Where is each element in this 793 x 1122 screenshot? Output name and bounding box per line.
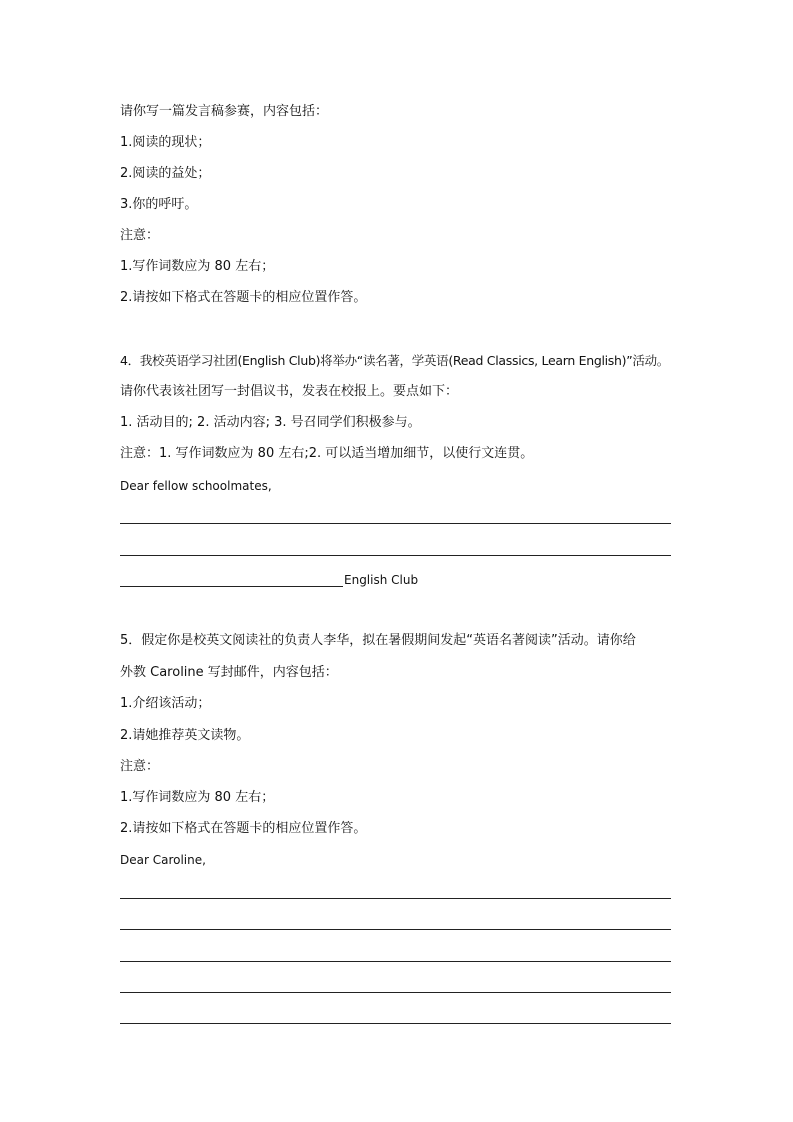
q5-answer-line-5[interactable] [120, 1023, 671, 1024]
q5-prompt-line-2: 外教 Caroline 写封邮件，内容包括： [120, 665, 338, 680]
q5-note-label: 注意： [120, 759, 160, 774]
content-point-1: 1.阅读的现状； [120, 135, 211, 150]
q5-note-1: 1.写作词数应为 80 左右； [120, 790, 275, 805]
q4-signature: English Club [344, 573, 419, 587]
q4-points: 1. 活动目的; 2. 活动内容; 3. 号召同学们积极参与。 [120, 415, 421, 430]
q5-point-2: 2.请她推荐英文读物。 [120, 728, 250, 743]
q4-notes: 注意：1. 写作词数应为 80 左右;2. 可以适当增加细节，以使行文连贯。 [120, 446, 534, 461]
q5-salutation: Dear Caroline, [120, 853, 206, 867]
q5-answer-line-3[interactable] [120, 961, 671, 962]
q4-answer-line-1[interactable] [120, 523, 671, 524]
q5-point-1: 1.介绍该活动； [120, 696, 211, 711]
content-point-2: 2.阅读的益处； [120, 166, 211, 181]
intro-text: 请你写一篇发言稿参赛，内容包括： [120, 104, 329, 119]
q5-answer-line-1[interactable] [120, 898, 671, 899]
note-2: 2.请按如下格式在答题卡的相应位置作答。 [120, 290, 367, 305]
q4-signature-line[interactable] [120, 586, 343, 587]
q5-answer-line-4[interactable] [120, 992, 671, 993]
content-point-3: 3.你的呼吁。 [120, 197, 198, 212]
q4-answer-line-2[interactable] [120, 555, 671, 556]
note-1: 1.写作词数应为 80 左右； [120, 259, 275, 274]
q5-prompt-line-1: 5．假定你是校英文阅读社的负责人李华，拟在暑假期间发起“英语名著阅读”活动。请你给 [120, 633, 636, 648]
q5-answer-line-2[interactable] [120, 929, 671, 930]
q4-prompt-line-1: 4．我校英语学习社团(English Club)将举办“读名著，学英语(Read Classics, Learn English)”活动。 [120, 353, 669, 368]
q5-note-2: 2.请按如下格式在答题卡的相应位置作答。 [120, 821, 367, 836]
note-label: 注意： [120, 228, 160, 243]
q4-prompt-line-2: 请你代表该社团写一封倡议书，发表在校报上。要点如下： [120, 384, 459, 399]
q4-salutation: Dear fellow schoolmates, [120, 479, 272, 493]
